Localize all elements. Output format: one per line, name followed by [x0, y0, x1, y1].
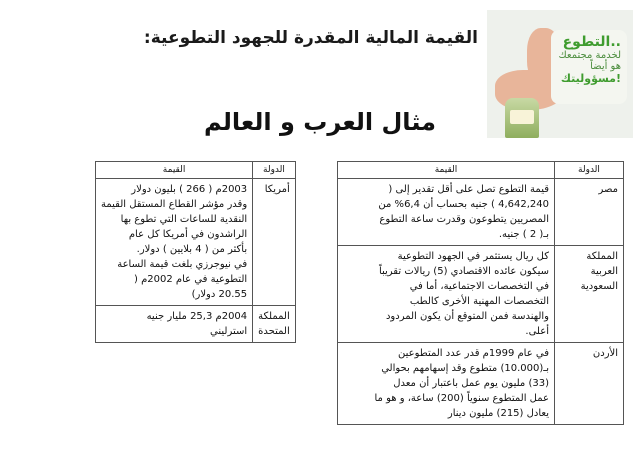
value-cell [96, 179, 253, 306]
country-name-line: العربية [590, 266, 618, 277]
header-country: الدولة [555, 162, 624, 179]
poster-line-1: التطوع.. [562, 34, 621, 50]
value-text-line: يعادل (215) مليون دينار [447, 408, 549, 419]
poster-line-4: مسؤوليتك! [560, 72, 621, 85]
value-cell [338, 179, 555, 246]
value-cell [96, 306, 253, 343]
table-row [96, 179, 296, 306]
value-text-line: بأكثر من ( 4 بلايين ) دولار. [136, 244, 248, 255]
value-text-line: الراشدون في أمريكا كل عام [128, 229, 248, 240]
world-countries-table [95, 161, 296, 343]
value-text-line: التخصصات المهنية الأخرى كالطب [409, 296, 549, 307]
value-text-line: في نيوجرزي بلغت قيمة الساعة [117, 259, 248, 270]
country-cell [555, 343, 624, 425]
value-text-line: في عام 1999م قدر عدد المتطوعين [398, 348, 549, 359]
value-text-line: التطوعية في عام 2002م ( [134, 274, 248, 285]
value-text-line: بـ( 2 ) جنيه. [498, 229, 549, 240]
poster-line-3: هو أيضاً [590, 61, 621, 72]
value-text-line: استرليني [210, 326, 248, 337]
table-row [338, 246, 624, 343]
value-text-line: 2004م 25,3 مليار جنيه [146, 311, 248, 322]
value-text-line: وقدر مؤشر القطاع المستقل القيمة [101, 199, 248, 210]
main-title: مثال العرب و العالم [204, 108, 436, 136]
table-row [338, 179, 624, 246]
country-name-line: أمريكا [264, 184, 290, 195]
value-text-line: قيمة التطوع تصل على أقل تقدير إلى ( [388, 184, 549, 195]
country-cell [555, 179, 624, 246]
value-text-line: عمل المتطوع سنوياً (200) ساعة، و هو ما [374, 393, 549, 404]
country-name-line: المملكة [258, 311, 290, 322]
value-text-line: 4,642,240 ) جنيه بحساب أن 6,4% من [378, 199, 549, 210]
header-value: القيمة [96, 162, 253, 179]
value-text-line: 2003م ( 266 ) بليون دولار [131, 184, 248, 195]
country-cell [555, 246, 624, 343]
country-name-line: السعودية [580, 281, 618, 292]
header-value: القيمة [338, 162, 555, 179]
country-name-line: المملكة [586, 251, 618, 262]
value-text-line: والهندسة فمن المتوقع أن يكون المردود [385, 311, 549, 322]
table-row [96, 306, 296, 343]
poster-line-2: لخدمة مجتمعك [558, 50, 621, 61]
value-text-line: بـ(10.000) متطوع وقد إسهامهم بحوالي [381, 363, 549, 374]
value-text-line: أعلى. [525, 326, 549, 337]
value-cell [338, 246, 555, 343]
country-cell [253, 306, 296, 343]
value-text-line: (33) مليون يوم عمل باعتبار أن معدل [393, 378, 549, 389]
country-cell [253, 179, 296, 306]
value-text-line: سيكون عائده الاقتصادي (5) ريالات تقريباً [378, 266, 549, 277]
country-name-line: مصر [598, 184, 618, 195]
header-country: الدولة [253, 162, 296, 179]
banner-title: القيمة المالية المقدرة للجهود التطوعية: [143, 28, 478, 48]
volunteering-poster-image [487, 10, 633, 138]
table-row [338, 343, 624, 425]
value-text-line: النقدية للساعات التي تطوع بها [120, 214, 248, 225]
value-text-line: في التخصصات الاجتماعية، أما في [409, 281, 549, 292]
country-name-line: المتحدة [258, 326, 290, 337]
bottle-shape [505, 98, 539, 138]
poster-text-box [551, 30, 627, 104]
value-text-line: 20.55 دولار) [191, 289, 248, 300]
value-text-line: المصريين يتطوعون وقدرت ساعة التطوع [379, 214, 549, 225]
value-cell [338, 343, 555, 425]
country-name-line: الأردن [592, 348, 618, 359]
value-text-line: كل ريال يستثمر في الجهود التطوعية [397, 251, 549, 262]
arab-countries-table [337, 161, 624, 425]
